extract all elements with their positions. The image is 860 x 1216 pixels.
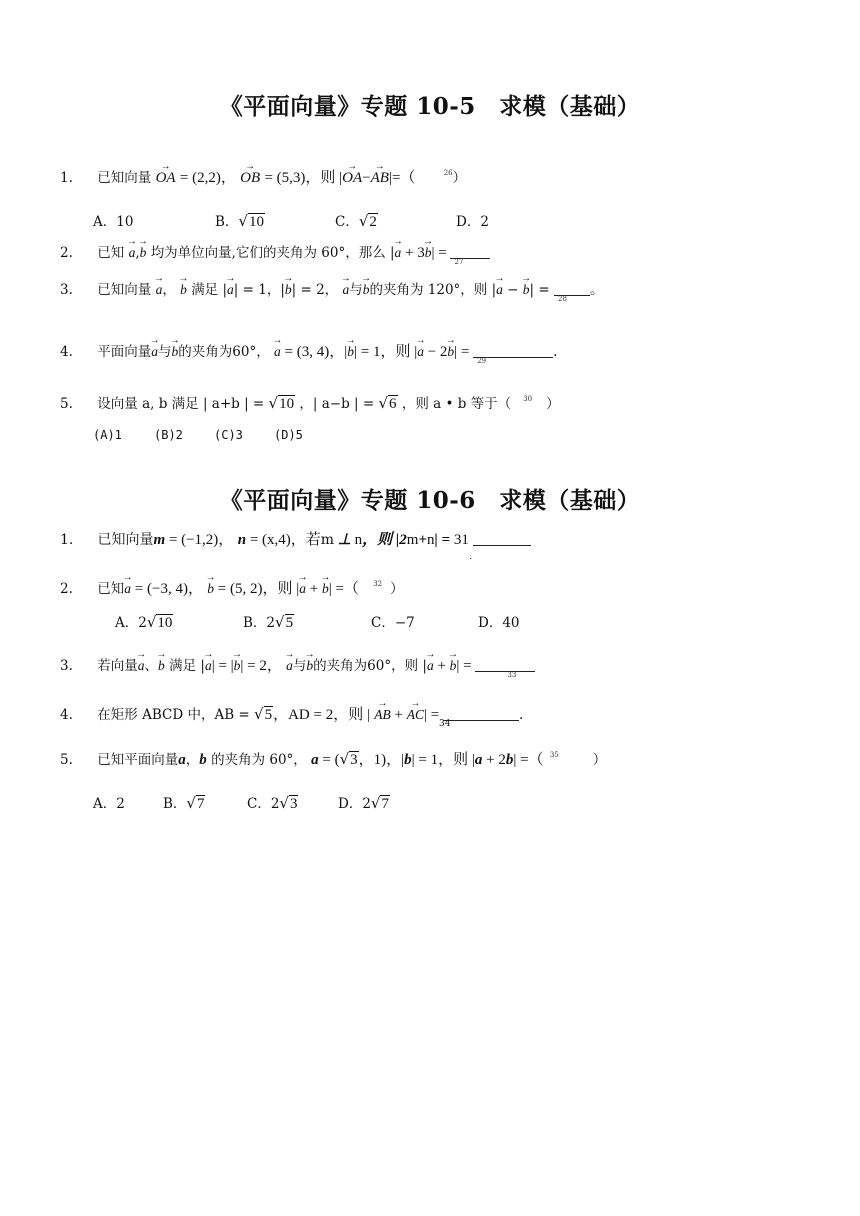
section-title-10-6: 《平面向量》专题 10-6 求模（基础）	[219, 487, 641, 514]
answer-blank: 34	[443, 720, 519, 721]
answer-blank: 28	[554, 295, 590, 296]
problem-10-6-1: 1. 已知向量m = (−1,2)， n = (x,4)，若m ⊥ n，则 |2m+n| = 31 .	[60, 530, 531, 550]
answer-blank: 29	[473, 357, 553, 358]
problem-10-5-3: 3. 已知向量 → a， → b 满足 |→ a| = 1，|→ b| = 2， → a与→ b的夹角为 120°，则 |→ a − → b| = 28 。	[60, 280, 603, 300]
vector-oa: → OA	[156, 168, 176, 188]
section-title-10-5: 《平面向量》专题 10-5 求模（基础）	[219, 93, 641, 120]
problem-10-5-4: 4. 平面向量→ a与→ b的夹角为60°， → a = (3, 4)，|→ b| = 1，则 |→ a − 2→ b| = 29 .	[60, 342, 557, 362]
answer-blank: 33	[475, 671, 535, 672]
option-b: B．√10	[215, 212, 264, 230]
answer-blank: .	[473, 545, 531, 546]
option-a: A．2	[93, 796, 125, 812]
problem-10-6-5: 5. 已知平面向量a，b 的夹角为 60°， a = (√3，1)，|b| = 1，则 |a + 2b| =（ $^{35}$ ）	[60, 750, 607, 768]
option-d: D．2√7	[338, 794, 389, 812]
problem-10-5-5: 5. 设向量 a, b 满足 | a+b | = √10 ，| a−b | = √6 ，则 a • b 等于（ $^{30}$ ）	[60, 394, 560, 412]
option-a: A．10	[93, 214, 134, 230]
option-d: D．40	[478, 615, 520, 631]
option-c: C．√2	[335, 212, 377, 230]
option-c: C．2√3	[247, 794, 298, 812]
problem-10-5-1: 1. 已知向量 → OA = (2,2)， → OB = (5,3)，则 |→ OA−→ AB|=（ $^{26}$）	[60, 163, 466, 188]
problem-10-5-2: 2. 已知 → a,→ b 均为单位向量,它们的夹角为 60°，那么 |→ a + 3→ b| = 27	[60, 243, 490, 263]
problem-10-6-3: 3. 若向量→ a、→ b 满足 |→ a| = |→ b| = 2， → a与→ b的夹角为60°，则 |→ a + → b| = 33	[60, 656, 535, 676]
vector-ob: → OB	[240, 168, 260, 188]
answer-blank: 27	[450, 258, 490, 259]
problem-10-6-4: 4. 在矩形 ABCD 中，AB = √5，AD = 2，则 | → AB + → AC| = 34 .	[60, 704, 523, 725]
option-c: C．−7	[371, 615, 415, 631]
option-b: B．2√5	[243, 613, 294, 631]
option-a: A．2√10	[115, 613, 173, 631]
problem-10-6-2: 2. 已知→ a = (−3, 4)， → b = (5, 2)，则 |→ a + → b| =（ $^{32}$ ）	[60, 574, 404, 599]
option-d: D．2	[456, 214, 489, 230]
answer-ref: 26	[443, 169, 453, 177]
option-b: B．√7	[163, 794, 205, 812]
